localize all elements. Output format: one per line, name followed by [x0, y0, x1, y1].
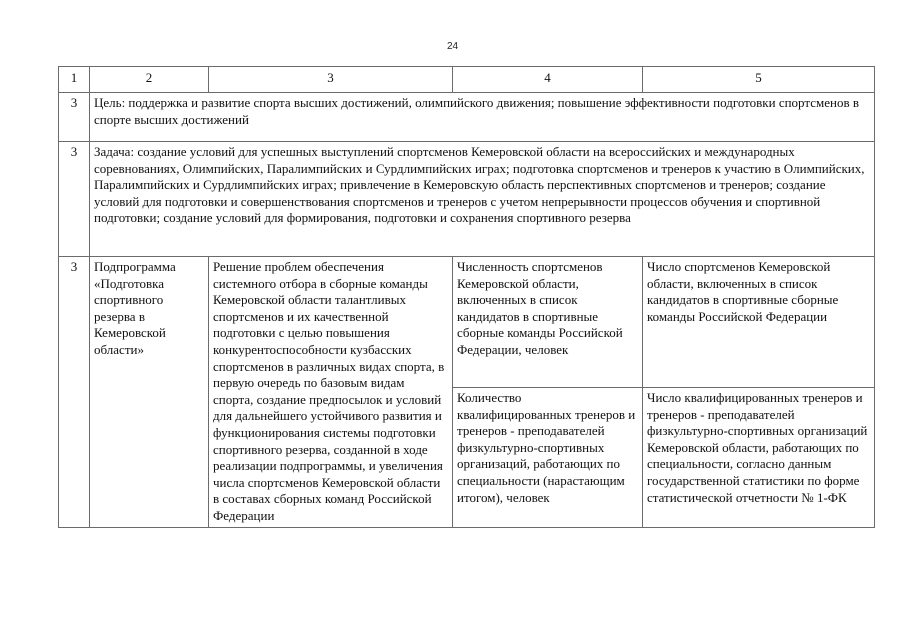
- table-header-row: [59, 67, 875, 93]
- indicator-method-coaches: Число квалифицированных тренеров и тренеров - преподавателей физкультурно-спортивных организаций Кемеровской области, работающих по специальности, согласно данным государственной статистики по форме статистической отчетности № 1-ФК: [643, 388, 875, 528]
- task-text: Задача: создание условий для успешных выступлений спортсменов Кемеровской области на всероссийских и международных соревнованиях, Олимпийских, Паралимпийских и Сурдлимпийских играх; подготовка спортсменов и тренеров к участию в Олимпийских, Паралимпийских и Сурдлимпийских играх; привлечение в Кемеровскую область перспективных спортсменов и тренеров; создание условий для подготовки и совершенствования спортсменов и тренеров с учетом непрерывности процессов обучения и спортивной подготовки; создание условий для формирования, подготовки и сохранения спортивного резерва: [90, 142, 875, 257]
- indicator-name-coaches: Количество квалифицированных тренеров и тренеров - преподавателей физкультурно-спортивных организаций, работающих по специальности (нарастающим итогом), человек: [453, 388, 643, 528]
- task-row: [59, 142, 875, 257]
- header-cell-2: 2: [90, 67, 209, 93]
- subprogram-name: Подпрограмма «Подготовка спортивного резерва в Кемеровской области»: [90, 257, 209, 528]
- indicator-method-athletes: Число спортсменов Кемеровской области, включенных в список кандидатов в спортивные сборные команды Российской Федерации: [643, 257, 875, 388]
- goal-row: [59, 93, 875, 142]
- subprogram-description: Решение проблем обеспечения системного отбора в сборные команды Кемеровской области талантливых спортсменов и их качественной подготовки с целью повышения конкурентоспособности кузбасских спортсменов в различных видах спорта, в первую очередь по базовым видам спорта, создание предпосылок и условий для дальнейшего устойчивого развития и функционирования системы подготовки спортивного резерва, созданной в ходе реализации подпрограммы, и увеличения числа спортсменов Кемеровской области в составах сборных команд Российской Федерации: [209, 257, 453, 528]
- task-row-number: 3: [59, 142, 90, 257]
- header-cell-5: 5: [643, 67, 875, 93]
- subprogram-row-1: [59, 257, 875, 388]
- goal-text: Цель: поддержка и развитие спорта высших достижений, олимпийского движения; повышение эффективности подготовки спортсменов в спорте высших достижений: [90, 93, 875, 142]
- indicator-name-athletes: Численность спортсменов Кемеровской области, включенных в список кандидатов в спортивные сборные команды Российской Федерации, человек: [453, 257, 643, 388]
- goal-row-number: 3: [59, 93, 90, 142]
- header-cell-4: 4: [453, 67, 643, 93]
- subprogram-row-number: 3: [59, 257, 90, 528]
- indicators-table: [58, 66, 875, 528]
- header-cell-1: 1: [59, 67, 90, 93]
- page-number: 24: [446, 41, 459, 52]
- header-cell-3: 3: [209, 67, 453, 93]
